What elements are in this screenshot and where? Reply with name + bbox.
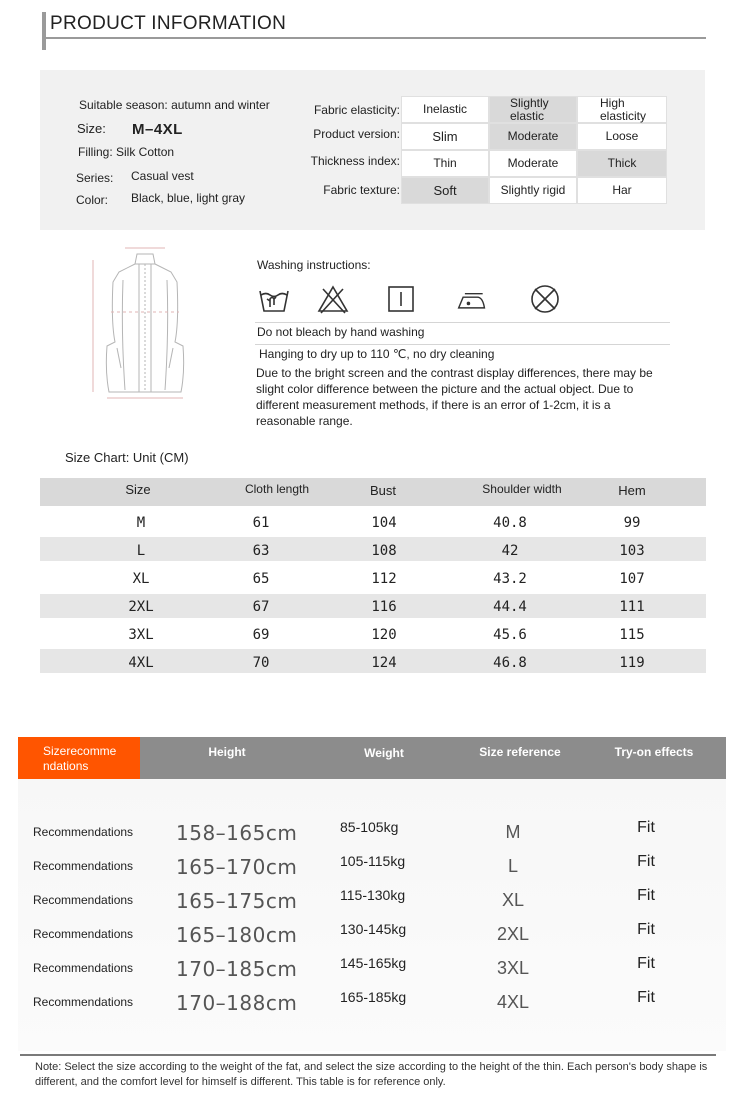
fabric-cell: Moderate	[489, 123, 577, 150]
size-chart-cell: 104	[371, 515, 397, 531]
product-version-label: Product version:	[313, 127, 400, 141]
washing-title: Washing instructions:	[257, 258, 371, 272]
recommended-weight: 85-105kg	[340, 819, 399, 835]
fabric-cell: Slim	[401, 123, 489, 150]
size-chart-cell: M	[136, 515, 146, 531]
recommended-size: M	[505, 822, 521, 842]
size-chart-cell: 46.8	[493, 655, 527, 671]
fabric-cell: Thin	[401, 150, 489, 177]
no-dry-clean-icon	[529, 283, 561, 315]
fabric-cell: Slightly elastic	[489, 96, 577, 123]
try-on-effect: Fit	[637, 819, 655, 836]
no-bleach-icon	[317, 283, 349, 315]
thickness-index-label: Thickness index:	[310, 154, 400, 168]
fabric-cell: Inelastic	[401, 96, 489, 123]
size-chart-cell: 112	[371, 571, 397, 587]
fabric-cell: Moderate	[489, 150, 577, 177]
size-chart-cell: 115	[619, 627, 645, 643]
size-value: M–4XL	[132, 121, 183, 138]
page-title: PRODUCT INFORMATION	[50, 13, 287, 34]
recommended-weight: 105-115kg	[340, 853, 406, 869]
series-label: Series:	[76, 171, 114, 185]
size-chart-cell: 61	[252, 515, 270, 531]
size-chart-cell: 99	[623, 515, 641, 531]
color-value: Black, blue, light gray	[131, 191, 246, 205]
recommendation-label: Recommendations	[33, 961, 134, 975]
filling-text: Filling: Silk Cotton	[78, 145, 175, 159]
recommended-weight: 115-130kg	[340, 887, 406, 903]
season-text: Suitable season: autumn and winter	[79, 98, 270, 112]
recommended-weight: 130-145kg	[340, 921, 407, 937]
size-chart-header-cell: Bust	[369, 483, 397, 498]
recommendation-header-cell: Try-on effects	[614, 745, 694, 759]
size-chart-title: Size Chart: Unit (CM)	[65, 450, 189, 465]
size-chart-cell: 69	[252, 627, 270, 643]
recommendation-label: Recommendations	[33, 893, 134, 907]
recommendation-header-cell: Height	[208, 745, 246, 759]
recommended-height: 170–185cm	[176, 957, 298, 981]
size-chart-cell: 44.4	[493, 599, 527, 615]
size-chart-cell: 103	[619, 543, 645, 559]
hand-wash-icon	[258, 283, 290, 315]
size-chart-cell: 70	[252, 655, 270, 671]
size-label: Size:	[77, 121, 106, 136]
series-value: Casual vest	[131, 169, 194, 183]
fabric-cell: Soft	[401, 177, 489, 204]
recommendation-label: Recommendations	[33, 995, 134, 1009]
washing-line-2: Hanging to dry up to 110 ℃, no dry cleaning	[259, 347, 495, 361]
divider	[20, 1054, 716, 1056]
divider	[255, 322, 670, 323]
recommendation-label: Recommendations	[33, 859, 134, 873]
recommended-size: L	[507, 856, 519, 876]
size-chart-header-cell: Hem	[618, 483, 646, 498]
fabric-cell: High elasticity	[577, 96, 667, 123]
try-on-effect: Fit	[637, 989, 655, 1006]
size-chart-cell: 2XL	[128, 599, 154, 615]
header-accent-bar	[42, 12, 46, 50]
fabric-elasticity-label: Fabric elasticity:	[313, 103, 400, 117]
size-chart-cell: 45.6	[493, 627, 527, 643]
try-on-effect: Fit	[637, 887, 655, 904]
recommended-size: 4XL	[496, 992, 530, 1012]
recommended-height: 158–165cm	[176, 821, 298, 845]
size-chart-cell: XL	[132, 571, 150, 587]
hang-dry-icon	[385, 283, 417, 315]
size-chart-cell: 3XL	[128, 627, 154, 643]
footer-note: Note: Select the size according to the weight of the fat, and select the size according to the height of the thin. Each person's body shape is different, and the comfort level for himself is different. This table is for reference only.	[35, 1061, 708, 1088]
fabric-texture-label: Fabric texture:	[323, 183, 400, 197]
size-chart-cell: 40.8	[493, 515, 527, 531]
size-chart-cell: 111	[619, 599, 645, 615]
try-on-effect: Fit	[637, 955, 655, 972]
recommendation-header-cell: Weight	[364, 746, 404, 760]
size-chart-cell: 116	[371, 599, 397, 615]
divider	[255, 344, 670, 345]
recommended-weight: 165-185kg	[340, 989, 407, 1005]
recommendation-label: Recommendations	[33, 927, 134, 941]
recommended-height: 165–170cm	[176, 855, 298, 879]
color-label: Color:	[76, 193, 109, 207]
size-chart-cell: 4XL	[128, 655, 154, 671]
recommended-height: 165–180cm	[176, 923, 298, 947]
size-chart-cell: 107	[619, 571, 645, 587]
recommended-size: 3XL	[496, 958, 530, 978]
fabric-cell: Thick	[577, 150, 667, 177]
recommendation-header-cell: Sizerecomme ndations	[43, 744, 117, 773]
iron-icon	[456, 283, 488, 315]
recommended-weight: 145-165kg	[340, 955, 407, 971]
fabric-cell: Loose	[577, 123, 667, 150]
try-on-effect: Fit	[637, 921, 655, 938]
size-chart-cell: 67	[252, 599, 270, 615]
size-chart-cell: 124	[371, 655, 397, 671]
size-chart-cell: 63	[252, 543, 270, 559]
fabric-cell: Slightly rigid	[489, 177, 577, 204]
recommended-size: 2XL	[496, 924, 530, 944]
fabric-cell: Har	[577, 177, 667, 204]
recommended-size: XL	[501, 890, 525, 910]
recommended-height: 170–188cm	[176, 991, 298, 1015]
washing-line-1: Do not bleach by hand washing	[257, 325, 425, 339]
recommended-height: 165–175cm	[176, 889, 298, 913]
size-chart-cell: 43.2	[493, 571, 527, 587]
size-chart-cell: L	[136, 543, 146, 559]
size-chart-header-cell: Size	[125, 482, 151, 497]
size-chart-header-cell: Shoulder width	[482, 482, 562, 496]
size-chart-cell: 120	[371, 627, 397, 643]
vest-sketch-icon	[85, 242, 205, 402]
size-chart-cell: 108	[371, 543, 397, 559]
size-chart-cell: 65	[252, 571, 270, 587]
header-underline	[42, 37, 706, 39]
color-difference-note: Due to the bright screen and the contrast display differences, there may be slight color difference between the picture and the actual object. Due to different measurement methods, if there is an error of 1-2cm, it is a reasonable range.	[256, 366, 653, 428]
size-chart-cell: 42	[501, 543, 519, 559]
recommendation-label: Recommendations	[33, 825, 134, 839]
size-chart-cell: 119	[619, 655, 645, 671]
try-on-effect: Fit	[637, 853, 655, 870]
size-chart-header-cell: Cloth length	[244, 482, 310, 496]
recommendation-header-cell: Size reference	[479, 745, 561, 759]
